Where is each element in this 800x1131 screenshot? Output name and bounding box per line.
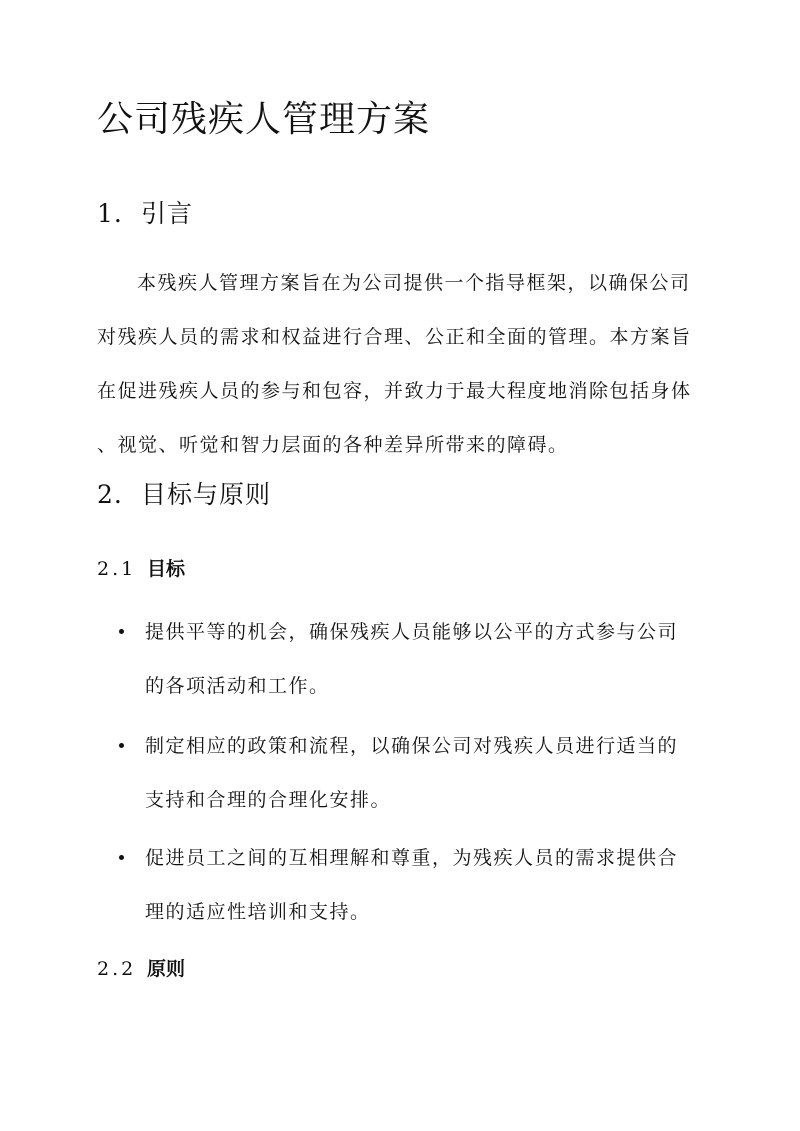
- list-item: [112, 831, 692, 939]
- bullet-icon: [119, 629, 124, 634]
- list-item-line: 支持和合理的合理化安排。: [145, 789, 392, 811]
- section-title: 目标与原则: [141, 480, 272, 509]
- bullet-icon: [119, 855, 124, 860]
- subsection-number: 2.1: [97, 558, 137, 580]
- subsection-heading-principles: [97, 955, 185, 983]
- section-title: 引言: [141, 199, 194, 228]
- list-item-line: 的各项活动和工作。: [145, 675, 330, 697]
- bullet-icon: [119, 743, 124, 748]
- paragraph-line: 对残疾人员的需求和权益进行合理、公正和全面的管理。本方案旨: [97, 326, 692, 348]
- paragraph-line: 本残疾人管理方案旨在为公司提供一个指导框架，以确保公司: [137, 272, 691, 294]
- subsection-number: 2.2: [97, 958, 137, 980]
- subsection-title: 原则: [147, 958, 186, 980]
- section-number: 1.: [97, 199, 123, 228]
- document-title: 公司残疾人管理方案: [97, 99, 431, 140]
- paragraph-line: 、视觉、听觉和智力层面的各种差异所带来的障碍。: [97, 434, 569, 456]
- list-item-line: 促进员工之间的互相理解和尊重，为残疾人员的需求提供合: [145, 847, 679, 869]
- list-item: [112, 605, 692, 713]
- list-item-line: 制定相应的政策和流程，以确保公司对残疾人员进行适当的: [145, 735, 679, 757]
- section-number: 2.: [97, 480, 123, 509]
- subsection-heading-goals: [97, 555, 185, 583]
- section-heading-goals-principles: [97, 477, 271, 513]
- subsection-title: 目标: [147, 558, 186, 580]
- list-item-line: 理的适应性培训和支持。: [145, 901, 371, 923]
- section-heading-introduction: [97, 196, 193, 232]
- introduction-paragraph: [97, 256, 697, 472]
- list-item: [112, 719, 692, 827]
- paragraph-line: 在促进残疾人员的参与和包容，并致力于最大程度地消除包括身体: [97, 380, 692, 402]
- list-item-line: 提供平等的机会，确保残疾人员能够以公平的方式参与公司: [145, 621, 679, 643]
